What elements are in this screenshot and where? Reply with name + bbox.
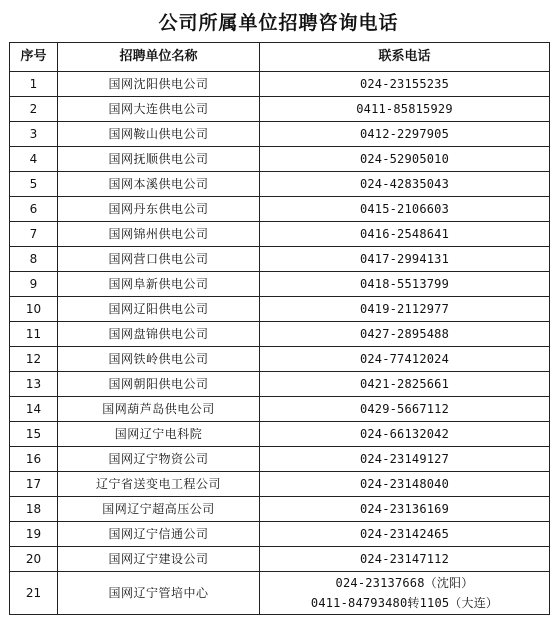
row-index: 19 xyxy=(10,522,58,547)
row-unit-name: 国网辽宁建设公司 xyxy=(58,547,260,572)
row-unit-name: 辽宁省送变电工程公司 xyxy=(58,472,260,497)
row-phone: 024-23148040 xyxy=(260,472,550,497)
row-phone: 0416-2548641 xyxy=(260,222,550,247)
row-phone: 024-23149127 xyxy=(260,447,550,472)
row-phone: 0417-2994131 xyxy=(260,247,550,272)
row-phone: 024-66132042 xyxy=(260,422,550,447)
row-unit-name: 国网抚顺供电公司 xyxy=(58,147,260,172)
row-phone: 024-42835043 xyxy=(260,172,550,197)
row-unit-name: 国网辽宁管培中心 xyxy=(58,572,260,615)
row-index: 11 xyxy=(10,322,58,347)
table-row xyxy=(10,247,550,272)
row-phone: 024-52905010 xyxy=(260,147,550,172)
row-unit-name: 国网沈阳供电公司 xyxy=(58,72,260,97)
row-index: 13 xyxy=(10,372,58,397)
row-phone: 0419-2112977 xyxy=(260,297,550,322)
row-unit-name: 国网阜新供电公司 xyxy=(58,272,260,297)
table-row xyxy=(10,272,550,297)
row-unit-name: 国网锦州供电公司 xyxy=(58,222,260,247)
row-phone xyxy=(260,572,550,615)
row-index: 5 xyxy=(10,172,58,197)
row-unit-name: 国网辽宁超高压公司 xyxy=(58,497,260,522)
table-row xyxy=(10,397,550,422)
table-header-row xyxy=(10,43,550,72)
table-row xyxy=(10,147,550,172)
row-phone: 024-23155235 xyxy=(260,72,550,97)
table-row xyxy=(10,322,550,347)
table-row xyxy=(10,472,550,497)
row-phone: 0429-5667112 xyxy=(260,397,550,422)
row-unit-name: 国网辽宁物资公司 xyxy=(58,447,260,472)
row-index: 10 xyxy=(10,297,58,322)
row-unit-name: 国网盘锦供电公司 xyxy=(58,322,260,347)
row-index: 16 xyxy=(10,447,58,472)
row-index: 18 xyxy=(10,497,58,522)
row-index: 12 xyxy=(10,347,58,372)
row-phone-line: 024-23137668（沈阳） xyxy=(335,576,474,590)
table-row xyxy=(10,222,550,247)
table-row xyxy=(10,372,550,397)
page-title: 公司所属单位招聘咨询电话 xyxy=(158,12,399,34)
row-phone: 024-23142465 xyxy=(260,522,550,547)
row-phone: 0412-2297905 xyxy=(260,122,550,147)
row-index: 2 xyxy=(10,97,58,122)
row-index: 3 xyxy=(10,122,58,147)
row-index: 8 xyxy=(10,247,58,272)
row-index: 20 xyxy=(10,547,58,572)
row-unit-name: 国网葫芦岛供电公司 xyxy=(58,397,260,422)
table-row xyxy=(10,72,550,97)
table-row xyxy=(10,122,550,147)
row-phone: 0411-85815929 xyxy=(260,97,550,122)
row-index: 17 xyxy=(10,472,58,497)
header-index: 序号 xyxy=(10,43,58,72)
header-phone: 联系电话 xyxy=(260,43,550,72)
row-unit-name: 国网辽宁信通公司 xyxy=(58,522,260,547)
row-phone: 024-77412024 xyxy=(260,347,550,372)
row-index: 14 xyxy=(10,397,58,422)
row-unit-name: 国网辽阳供电公司 xyxy=(58,297,260,322)
row-phone: 024-23136169 xyxy=(260,497,550,522)
table-row xyxy=(10,422,550,447)
row-index: 1 xyxy=(10,72,58,97)
table-row xyxy=(10,97,550,122)
row-phone: 024-23147112 xyxy=(260,547,550,572)
row-phone-line: 0411-84793480转1105（大连） xyxy=(310,596,499,610)
row-phone: 0418-5513799 xyxy=(260,272,550,297)
row-phone: 0421-2825661 xyxy=(260,372,550,397)
row-index: 9 xyxy=(10,272,58,297)
row-unit-name: 国网丹东供电公司 xyxy=(58,197,260,222)
table-row xyxy=(10,522,550,547)
row-unit-name: 国网本溪供电公司 xyxy=(58,172,260,197)
row-unit-name: 国网辽宁电科院 xyxy=(58,422,260,447)
row-unit-name: 国网朝阳供电公司 xyxy=(58,372,260,397)
row-index: 4 xyxy=(10,147,58,172)
row-index: 6 xyxy=(10,197,58,222)
row-unit-name: 国网铁岭供电公司 xyxy=(58,347,260,372)
table-row xyxy=(10,572,550,615)
table-row xyxy=(10,197,550,222)
row-index: 7 xyxy=(10,222,58,247)
header-unit-name: 招聘单位名称 xyxy=(58,43,260,72)
contact-table xyxy=(9,42,550,615)
row-unit-name: 国网鞍山供电公司 xyxy=(58,122,260,147)
table-row xyxy=(10,497,550,522)
row-index: 15 xyxy=(10,422,58,447)
row-phone: 0427-2895488 xyxy=(260,322,550,347)
row-unit-name: 国网营口供电公司 xyxy=(58,247,260,272)
row-index: 21 xyxy=(10,572,58,615)
table-row xyxy=(10,547,550,572)
row-unit-name: 国网大连供电公司 xyxy=(58,97,260,122)
table-row xyxy=(10,297,550,322)
table-row xyxy=(10,347,550,372)
table-row xyxy=(10,172,550,197)
row-phone: 0415-2106603 xyxy=(260,197,550,222)
table-row xyxy=(10,447,550,472)
